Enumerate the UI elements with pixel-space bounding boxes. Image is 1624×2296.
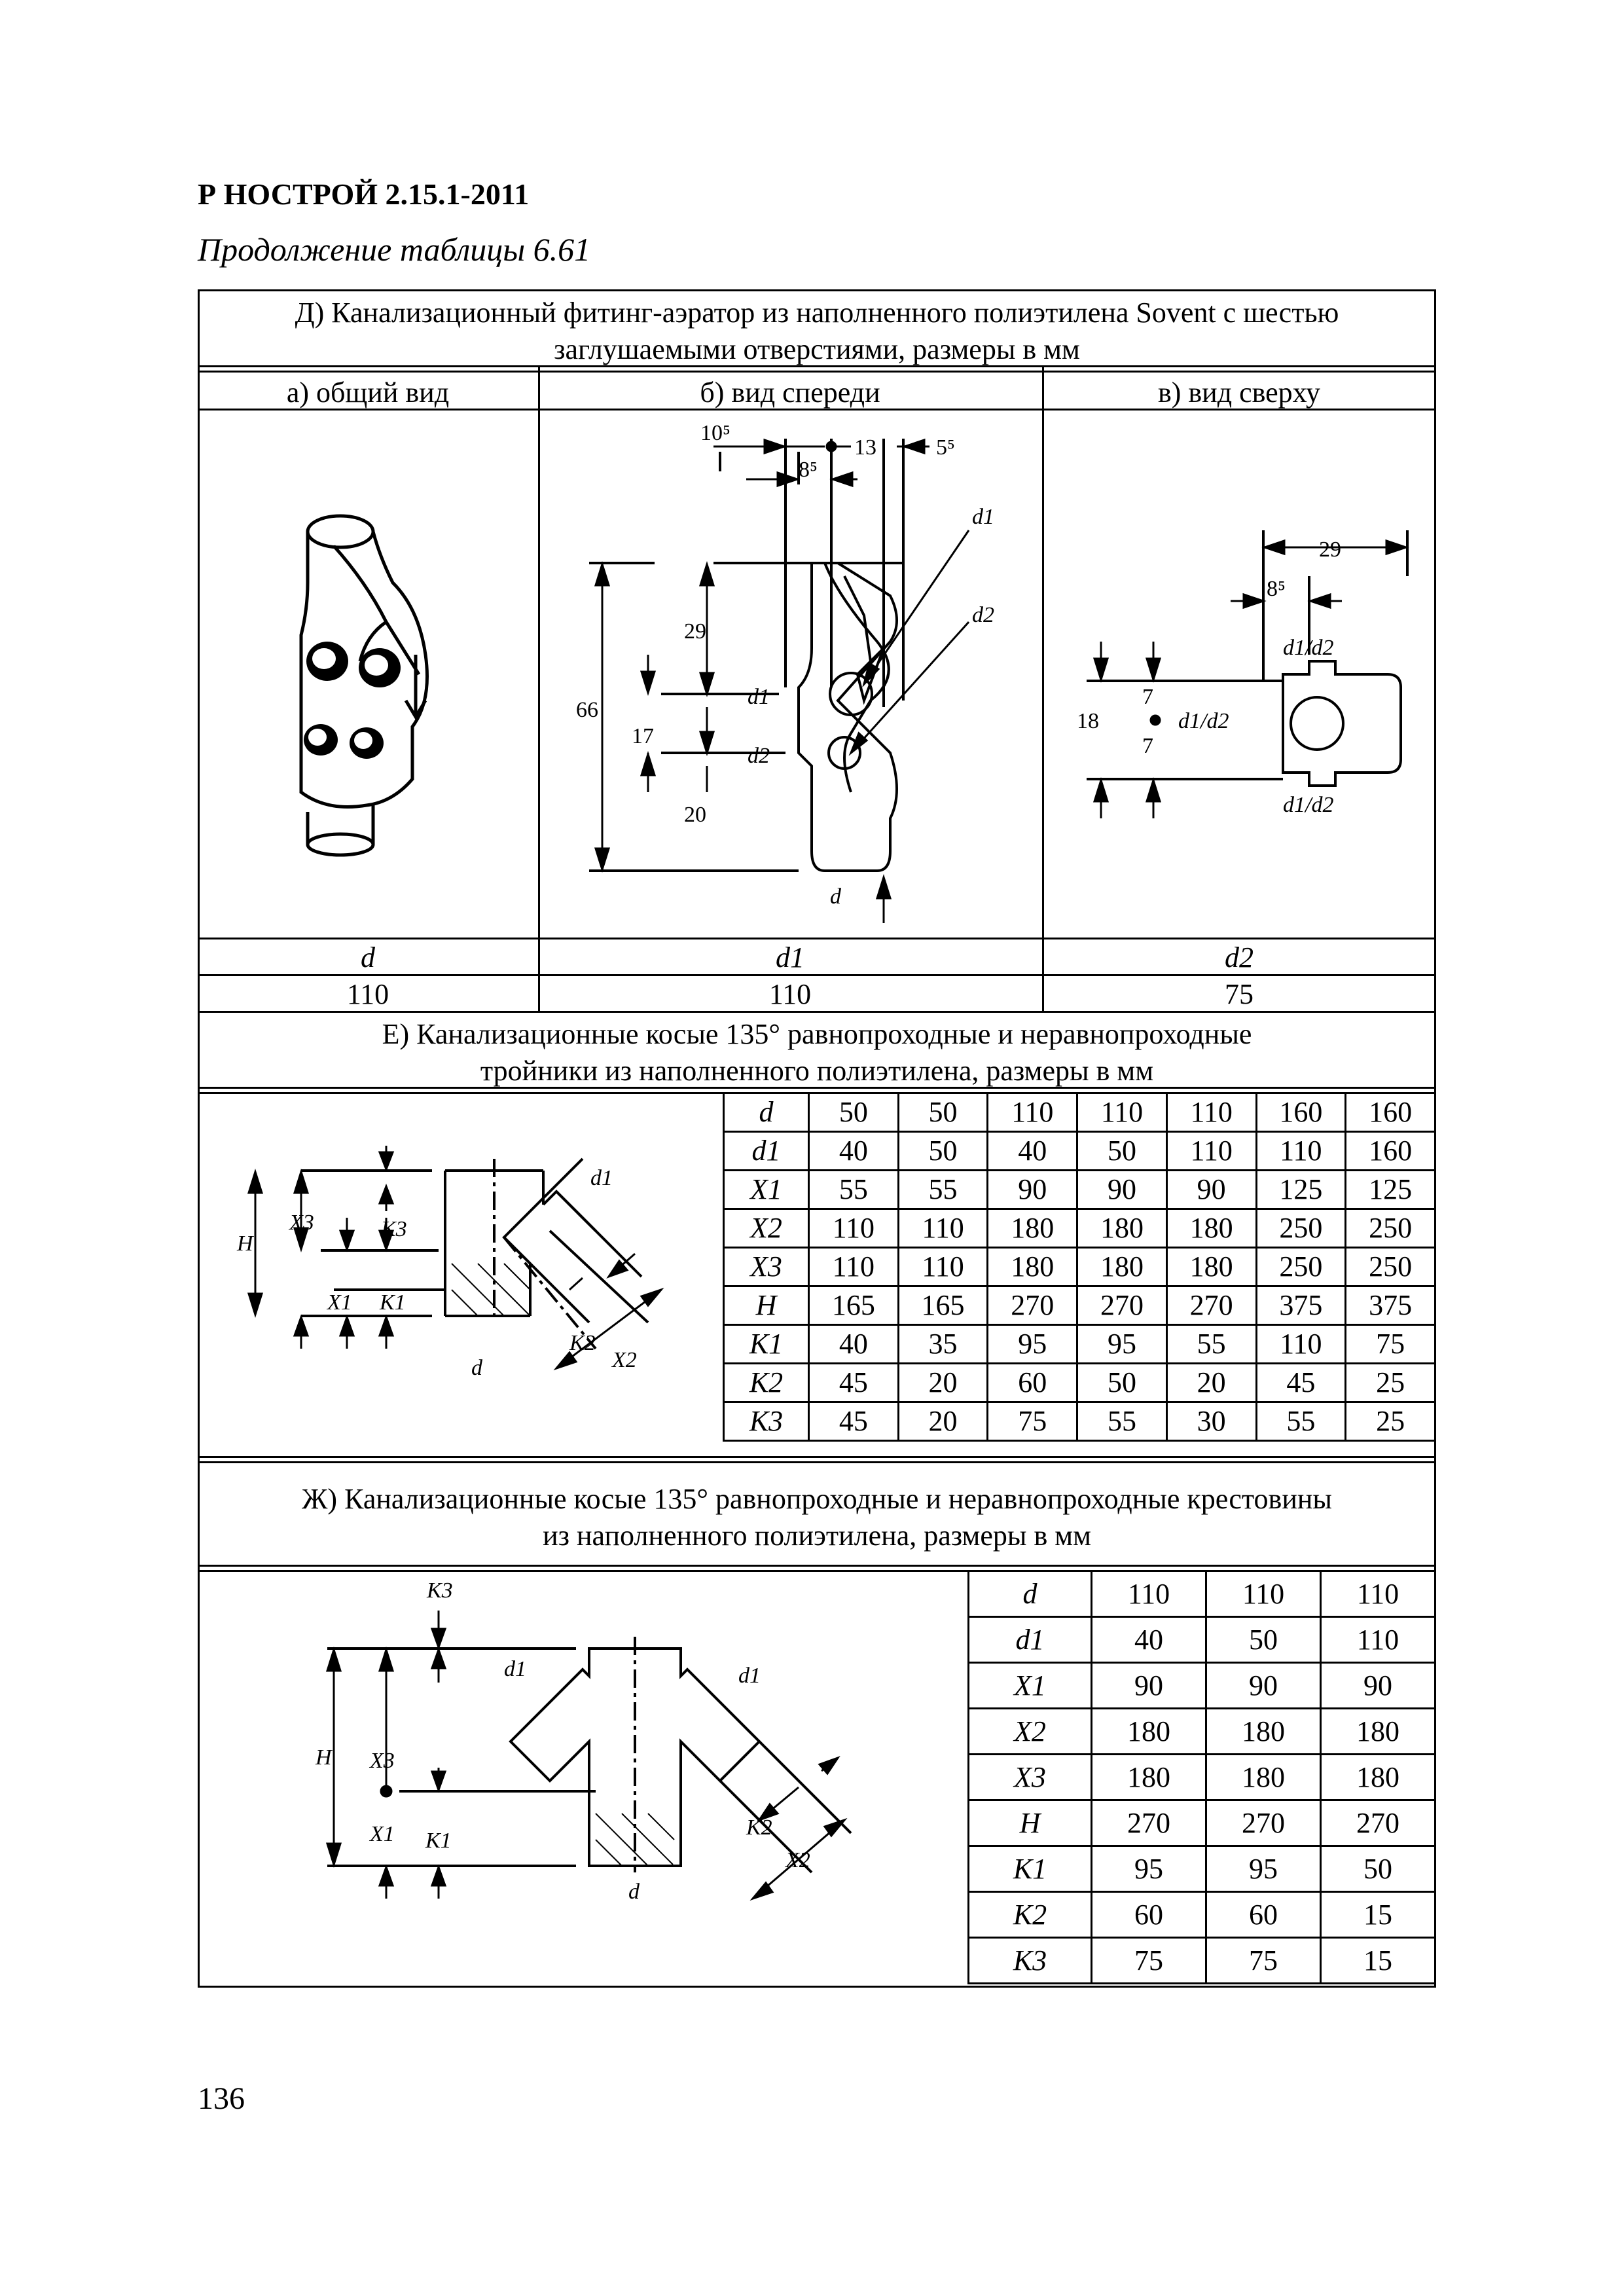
value-d2: 75 [1225, 978, 1254, 1010]
table-cell: 60 [1092, 1892, 1206, 1938]
rule [198, 1011, 1436, 1013]
cross-label-K2: K2 [746, 1815, 772, 1840]
table-cell: 270 [1206, 1800, 1321, 1846]
top-dim-18: 18 [1077, 709, 1099, 733]
tee-label-H: H [237, 1231, 253, 1256]
table-cell: 110 [1092, 1571, 1206, 1617]
table-cell: 90 [1077, 1171, 1167, 1209]
rule [198, 938, 1436, 939]
front-label-d2-right: d2 [972, 603, 994, 627]
table-cell: 90 [1206, 1663, 1321, 1709]
table-cell: 25 [1346, 1364, 1435, 1402]
row-label: d [969, 1571, 1092, 1617]
header-d: d [361, 941, 375, 974]
table-cell: 110 [988, 1093, 1077, 1132]
table-cell: 125 [1346, 1171, 1435, 1209]
aerator-general-view-drawing [288, 504, 471, 858]
table-cell: 95 [1092, 1846, 1206, 1892]
cross-label-H: H [316, 1745, 332, 1770]
table-cell: 160 [1346, 1132, 1435, 1171]
front-dim-29: 29 [684, 619, 706, 644]
table-cell: 95 [1206, 1846, 1321, 1892]
table-cell: 90 [1321, 1663, 1435, 1709]
cross-label-X3: X3 [370, 1749, 395, 1773]
tee-label-d: d [471, 1356, 482, 1380]
table-row [724, 1364, 1435, 1402]
table-row [969, 1709, 1435, 1755]
table-cell: 270 [988, 1286, 1077, 1325]
tee-label-X3: X3 [289, 1211, 314, 1235]
front-dim-5-5: 5⁵ [936, 435, 955, 460]
front-dim-20: 20 [684, 803, 706, 827]
table-cell: 45 [809, 1364, 899, 1402]
table-continuation-caption: Продолжение таблицы 6.61 [198, 231, 591, 268]
table-cell: 90 [1166, 1171, 1256, 1209]
table-cell: 55 [1166, 1325, 1256, 1364]
table-cell: 55 [1256, 1402, 1346, 1441]
table-row [724, 1286, 1435, 1325]
table-cell: 20 [898, 1364, 988, 1402]
row-label: X3 [724, 1248, 809, 1286]
table-cell: 110 [1321, 1571, 1435, 1617]
table-cell: 110 [1077, 1093, 1167, 1132]
col-front-view: б) вид спереди [700, 376, 880, 409]
row-label: K3 [724, 1402, 809, 1441]
rule [198, 1565, 1436, 1567]
table-cell: 15 [1321, 1892, 1435, 1938]
row-label: d1 [969, 1617, 1092, 1663]
row-label: H [724, 1286, 809, 1325]
table-cell: 95 [988, 1325, 1077, 1364]
section-zh-title-line1: Ж) Канализационные косые 135° равнопроходные и неравнопроходные крестовины [302, 1483, 1332, 1515]
table-cell: 55 [898, 1171, 988, 1209]
table-cell: 110 [1256, 1325, 1346, 1364]
table-cell: 270 [1092, 1800, 1206, 1846]
table-cell: 250 [1256, 1209, 1346, 1248]
row-label: d [724, 1093, 809, 1132]
tee-label-X1: X1 [327, 1290, 352, 1315]
table-cell: 180 [1321, 1755, 1435, 1800]
cross-label-d: d [628, 1880, 640, 1904]
front-dim-13: 13 [854, 435, 876, 460]
table-row [969, 1846, 1435, 1892]
front-dim-66: 66 [576, 698, 598, 722]
table-row [969, 1663, 1435, 1709]
row-label: X1 [969, 1663, 1092, 1709]
table-row [724, 1325, 1435, 1364]
table-row [969, 1617, 1435, 1663]
table-row [724, 1171, 1435, 1209]
table-cell: 30 [1166, 1402, 1256, 1441]
table-cell: 160 [1346, 1093, 1435, 1132]
row-label: X1 [724, 1171, 809, 1209]
table-cell: 180 [1092, 1755, 1206, 1800]
table-row [724, 1209, 1435, 1248]
table-cell: 45 [1256, 1364, 1346, 1402]
table-row [724, 1248, 1435, 1286]
table-cell: 60 [1206, 1892, 1321, 1938]
section-e-table [723, 1092, 1436, 1442]
table-cell: 250 [1256, 1248, 1346, 1286]
table-row [724, 1132, 1435, 1171]
table-cell: 55 [809, 1171, 899, 1209]
value-d: 110 [346, 978, 389, 1010]
table-cell: 110 [1321, 1617, 1435, 1663]
document-id: Р НОСТРОЙ 2.15.1-2011 [198, 177, 530, 211]
top-label-d1d2-upper: d1/d2 [1283, 636, 1334, 660]
table-cell: 15 [1321, 1938, 1435, 1984]
table-cell: 180 [1321, 1709, 1435, 1755]
table-cell: 40 [809, 1132, 899, 1171]
table-cell: 75 [988, 1402, 1077, 1441]
table-cell: 40 [988, 1132, 1077, 1171]
table-row [969, 1892, 1435, 1938]
table-row [724, 1402, 1435, 1441]
tee-drawing [229, 1126, 700, 1427]
table-cell: 110 [809, 1248, 899, 1286]
cross-label-X2: X2 [785, 1848, 810, 1872]
table-cell: 110 [898, 1248, 988, 1286]
table-cell: 110 [1166, 1093, 1256, 1132]
table-cell: 90 [1092, 1663, 1206, 1709]
table-cell: 125 [1256, 1171, 1346, 1209]
table-cell: 45 [809, 1402, 899, 1441]
table-cell: 50 [1321, 1846, 1435, 1892]
table-cell: 75 [1206, 1938, 1321, 1984]
cross-drawing [288, 1571, 890, 1938]
rule [198, 371, 1436, 373]
aerator-front-view-drawing [576, 421, 1034, 936]
row-label: X2 [724, 1209, 809, 1248]
rule [198, 409, 1436, 410]
table-row [969, 1938, 1435, 1984]
row-label: K2 [969, 1892, 1092, 1938]
top-label-d1d2-middle: d1/d2 [1178, 709, 1229, 733]
page-number: 136 [198, 2081, 245, 2116]
tee-label-X2: X2 [612, 1348, 637, 1372]
section-e-title-line1: Е) Канализационные косые 135° равнопроходные и неравнопроходные [382, 1018, 1252, 1050]
table-cell: 20 [1166, 1364, 1256, 1402]
table-cell: 110 [1206, 1571, 1321, 1617]
col-top-view: в) вид сверху [1157, 376, 1321, 409]
table-cell: 50 [1077, 1364, 1167, 1402]
table-cell: 270 [1077, 1286, 1167, 1325]
table-row [724, 1093, 1435, 1132]
table-cell: 165 [809, 1286, 899, 1325]
top-dim-8-5: 8⁵ [1267, 577, 1286, 601]
cross-label-X1: X1 [370, 1822, 395, 1846]
table-cell: 55 [1077, 1402, 1167, 1441]
tee-label-d1: d1 [590, 1166, 613, 1190]
table-cell: 50 [898, 1132, 988, 1171]
front-dim-8-5: 8⁵ [799, 458, 818, 482]
top-dim-7-upper: 7 [1142, 685, 1153, 709]
table-cell: 375 [1256, 1286, 1346, 1325]
table-cell: 95 [1077, 1325, 1167, 1364]
value-d1: 110 [768, 978, 812, 1010]
section-e-title-line2: тройники из наполненного полиэтилена, размеры в мм [480, 1055, 1154, 1087]
aerator-top-view-drawing [1074, 524, 1427, 838]
top-dim-29: 29 [1319, 538, 1341, 562]
row-label: d1 [724, 1132, 809, 1171]
rule [538, 367, 540, 1011]
table-cell: 110 [898, 1209, 988, 1248]
cross-label-K1: K1 [425, 1829, 452, 1853]
table-cell: 250 [1346, 1248, 1435, 1286]
rule [198, 1456, 1436, 1458]
table-cell: 180 [1206, 1755, 1321, 1800]
table-cell: 165 [898, 1286, 988, 1325]
table-row [969, 1800, 1435, 1846]
table-cell: 180 [1077, 1248, 1167, 1286]
front-dim-10-5: 10⁵ [700, 421, 731, 445]
front-dim-17: 17 [632, 724, 654, 748]
cross-label-d1-left: d1 [504, 1657, 526, 1681]
table-cell: 90 [988, 1171, 1077, 1209]
table-cell: 110 [809, 1209, 899, 1248]
row-label: K3 [969, 1938, 1092, 1984]
table-cell: 270 [1166, 1286, 1256, 1325]
rule [198, 365, 1436, 367]
table-cell: 250 [1346, 1209, 1435, 1248]
table-cell: 180 [988, 1248, 1077, 1286]
table-cell: 110 [1256, 1132, 1346, 1171]
rule [1042, 367, 1044, 1011]
table-cell: 50 [898, 1093, 988, 1132]
table-cell: 375 [1346, 1286, 1435, 1325]
top-dim-7-lower: 7 [1142, 734, 1153, 758]
table-cell: 40 [809, 1325, 899, 1364]
tee-label-K2: K2 [569, 1331, 596, 1355]
section-d-title-line1: Д) Канализационный фитинг-аэратор из наполненного полиэтилена Sovent с шестью [295, 297, 1339, 329]
header-d1: d1 [776, 941, 804, 974]
row-label: H [969, 1800, 1092, 1846]
table-row [969, 1571, 1435, 1617]
table-cell: 20 [898, 1402, 988, 1441]
table-cell: 75 [1092, 1938, 1206, 1984]
top-label-d1d2-lower: d1/d2 [1283, 793, 1334, 817]
table-cell: 180 [1166, 1248, 1256, 1286]
table-cell: 180 [988, 1209, 1077, 1248]
row-label: K2 [724, 1364, 809, 1402]
table-cell: 160 [1256, 1093, 1346, 1132]
row-label: K1 [724, 1325, 809, 1364]
rule [198, 1461, 1436, 1463]
table-cell: 50 [809, 1093, 899, 1132]
section-zh-title-line2: из наполненного полиэтилена, размеры в мм [543, 1520, 1091, 1552]
col-general-view: а) общий вид [286, 376, 450, 409]
table-cell: 180 [1166, 1209, 1256, 1248]
row-label: K1 [969, 1846, 1092, 1892]
tee-label-K1: K1 [380, 1290, 406, 1315]
rule [198, 974, 1436, 976]
table-cell: 35 [898, 1325, 988, 1364]
table-cell: 40 [1092, 1617, 1206, 1663]
row-label: X2 [969, 1709, 1092, 1755]
section-d-title-line2: заглушаемыми отверстиями, размеры в мм [554, 333, 1080, 365]
table-cell: 75 [1346, 1325, 1435, 1364]
table-cell: 110 [1166, 1132, 1256, 1171]
table-cell: 180 [1092, 1709, 1206, 1755]
header-d2: d2 [1225, 941, 1254, 974]
table-cell: 180 [1206, 1709, 1321, 1755]
cross-label-d1-right: d1 [738, 1664, 761, 1688]
table-cell: 25 [1346, 1402, 1435, 1441]
rule [198, 1087, 1436, 1089]
row-label: X3 [969, 1755, 1092, 1800]
table-cell: 270 [1321, 1800, 1435, 1846]
tee-label-K3: K3 [381, 1217, 407, 1241]
front-label-d1: d1 [748, 685, 770, 709]
front-label-d1-top: d1 [972, 505, 994, 529]
cross-label-K3: K3 [427, 1578, 453, 1603]
table-cell: 60 [988, 1364, 1077, 1402]
table-cell: 50 [1206, 1617, 1321, 1663]
front-label-d2: d2 [748, 744, 770, 768]
table-cell: 180 [1077, 1209, 1167, 1248]
table-row [969, 1755, 1435, 1800]
table-cell: 50 [1077, 1132, 1167, 1171]
section-zh-table [967, 1570, 1436, 1984]
front-label-d: d [830, 884, 841, 909]
